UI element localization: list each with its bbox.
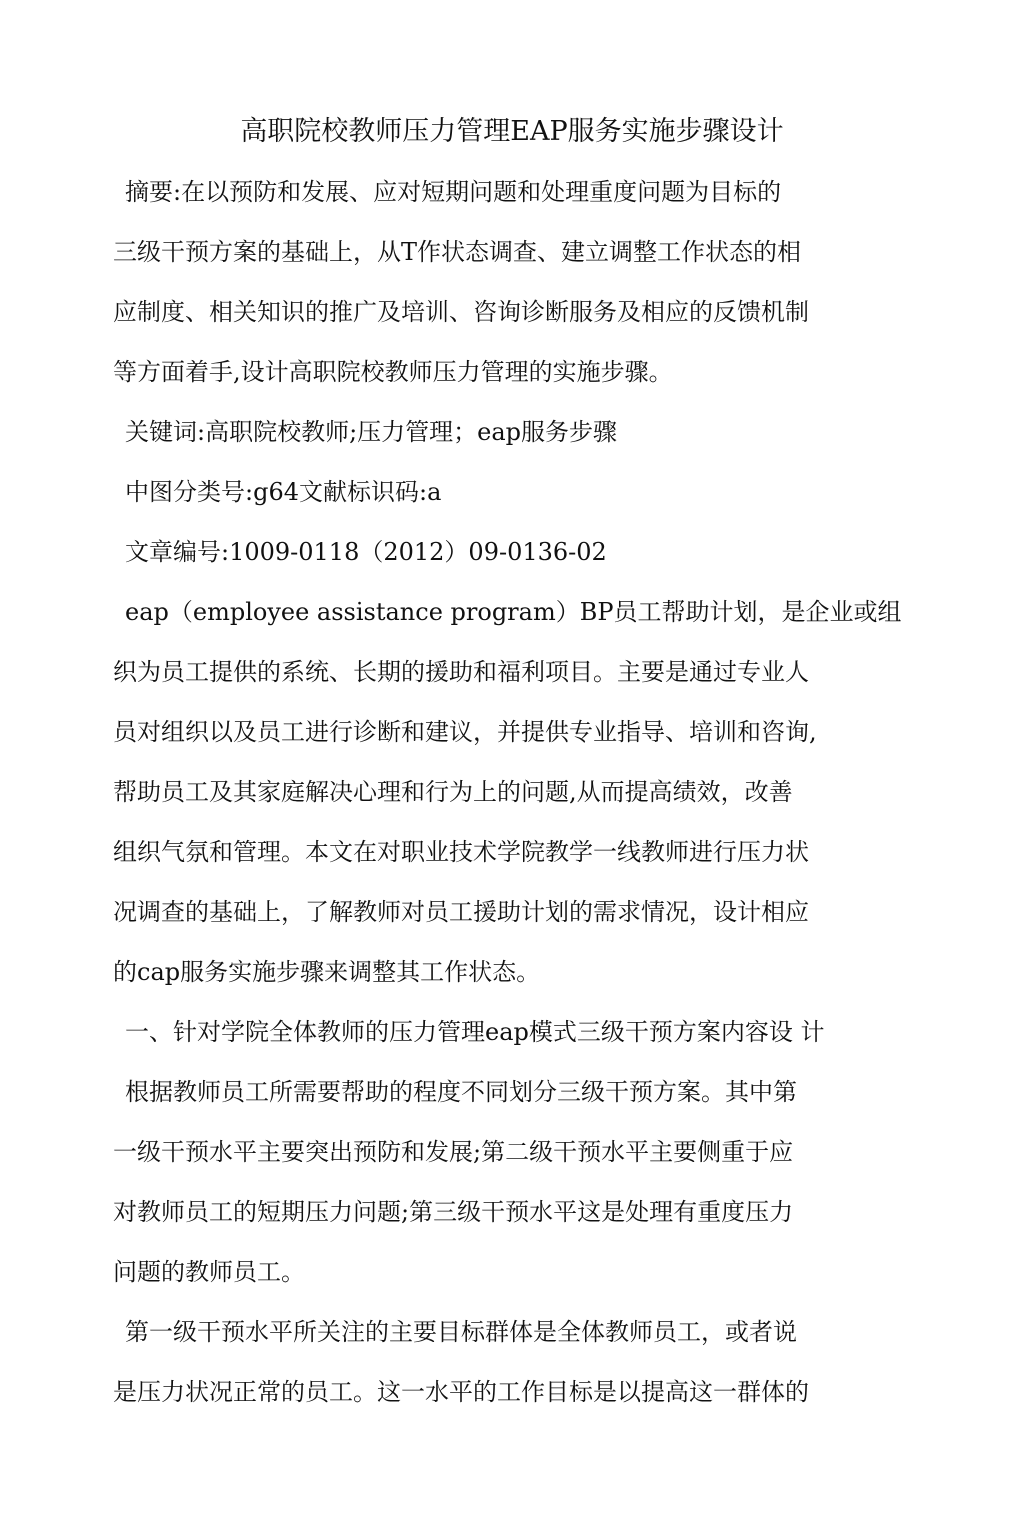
intro-paragraph-line-3: 员对组织以及员工进行诊断和建议，并提供专业指导、培训和咨询,: [113, 718, 817, 746]
level-one-paragraph-line-2: 是压力状况正常的员工。这一水平的工作目标是以提高这一群体的: [113, 1378, 809, 1406]
abstract-line-1: 摘要:在以预防和发展、应对短期问题和处理重度问题为目标的: [125, 178, 782, 206]
intro-paragraph-line-6: 况调查的基础上，了解教师对员工援助计划的需求情况，设计相应: [113, 898, 809, 926]
intro-paragraph-line-4: 帮助员工及其家庭解决心理和行为上的问题,从而提高绩效，改善: [113, 778, 793, 806]
intro-paragraph-line-7: 的cap服务实施步骤来调整其工作状态。: [113, 958, 541, 986]
classification-line: 中图分类号:g64文献标识码:a: [125, 478, 442, 506]
section-heading-1: 一、针对学院全体教师的压力管理eap模式三级干预方案内容设 计: [125, 1018, 825, 1046]
section-paragraph-line-2: 一级干预水平主要突出预防和发展;第二级干预水平主要侧重于应: [113, 1138, 794, 1166]
abstract-line-4: 等方面着手,设计高职院校教师压力管理的实施步骤。: [113, 358, 673, 386]
section-paragraph-line-4: 问题的教师员工。: [113, 1258, 305, 1286]
document-title: 高职院校教师压力管理EAP服务实施步骤设计: [240, 116, 784, 147]
abstract-line-3: 应制度、相关知识的推广及培训、咨询诊断服务及相应的反馈机制: [113, 298, 809, 326]
abstract-line-2: 三级干预方案的基础上，从T作状态调查、建立调整工作状态的相: [113, 238, 802, 266]
intro-paragraph-line-5: 组织气氛和管理。本文在对职业技术学院教学一线教师进行压力状: [113, 838, 809, 866]
article-number-line: 文章编号:1009-0118（2012）09-0136-02: [125, 538, 607, 566]
intro-paragraph-line-2: 织为员工提供的系统、长期的援助和福利项目。主要是通过专业人: [113, 658, 809, 686]
keywords-line: 关键词:高职院校教师;压力管理；eap服务步骤: [125, 418, 618, 446]
level-one-paragraph-line-1: 第一级干预水平所关注的主要目标群体是全体教师员工，或者说: [125, 1318, 797, 1346]
section-paragraph-line-1: 根据教师员工所需要帮助的程度不同划分三级干预方案。其中第: [125, 1078, 797, 1106]
intro-paragraph-line-1: eap（employee assistance program）BP员工帮助计划，是企业或组: [125, 598, 902, 626]
section-paragraph-line-3: 对教师员工的短期压力问题;第三级干预水平这是处理有重度压力: [113, 1198, 794, 1226]
